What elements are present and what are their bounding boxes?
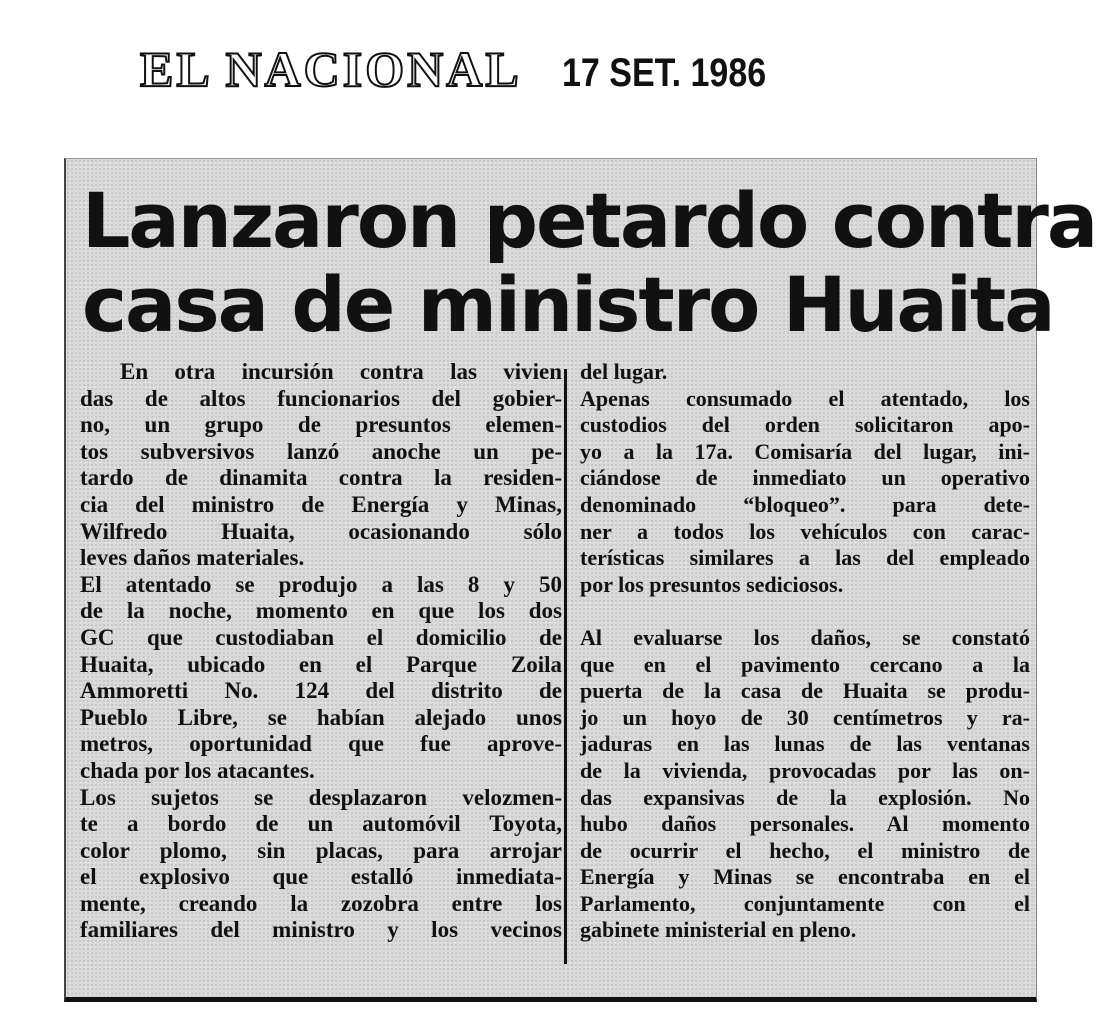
text-line: terísticas similares a las del empleado xyxy=(580,545,1030,571)
text-line: Pueblo Libre, se habían alejado unos xyxy=(80,704,562,730)
text-line: gabinete ministerial en pleno. xyxy=(580,917,857,943)
text-line: En otra incursión contra las vivien xyxy=(120,359,562,384)
headline-line: casa de ministro Huaita xyxy=(82,260,1054,349)
text-line: metros, oportunidad que fue aprove- xyxy=(80,731,562,757)
text-line: Al evaluarse los daños, se constató xyxy=(580,624,1030,650)
text-line: del lugar. xyxy=(580,359,668,384)
text-line: jaduras en las lunas de las ventanas xyxy=(580,731,1030,757)
newspaper-name: EL NACIONAL xyxy=(140,41,522,97)
text-line: cia del ministro de Energía y Minas, xyxy=(80,491,562,517)
headline-line: Lanzaron petardo contra xyxy=(82,176,1097,265)
text-line: hubo daños personales. Al momento xyxy=(580,811,1030,837)
text-line: de la vivienda, provocadas por las on- xyxy=(580,757,1030,783)
text-line: Huaita, ubicado en el Parque Zoila xyxy=(80,651,562,677)
text-line: el explosivo que estalló inmediata- xyxy=(80,864,562,890)
text-line: mente, creando la zozobra entre los xyxy=(80,890,562,916)
text-line: de ocurrir el hecho, el ministro de xyxy=(580,837,1030,863)
text-line: te a bordo de un automóvil Toyota, xyxy=(80,811,562,837)
text-line: yo a la 17a. Comisaría del lugar, ini- xyxy=(580,438,1030,464)
text-line: por los presuntos sediciosos. xyxy=(580,571,844,597)
text-line xyxy=(580,598,1030,625)
text-line: Ammoretti No. 124 del distrito de xyxy=(80,678,562,704)
text-line: GC que custodiaban el domicilio de xyxy=(80,624,562,650)
text-line: Wilfredo Huaita, ocasionando sólo xyxy=(80,518,562,544)
text-line: Energía y Minas se encontraba en el xyxy=(580,864,1030,890)
text-line: ner a todos los vehículos con carac- xyxy=(580,518,1030,544)
text-line: leves daños materiales. xyxy=(80,545,305,571)
text-line: de la noche, momento en que los dos xyxy=(80,598,562,624)
text-line: jo un hoyo de 30 centímetros y ra- xyxy=(580,704,1030,730)
text-line: das expansivas de la explosión. No xyxy=(580,784,1030,810)
text-line: das de altos funcionarios del gobier- xyxy=(80,385,562,411)
headline xyxy=(82,176,1097,349)
text-line: Parlamento, conjuntamente con el xyxy=(580,890,1030,916)
date-stamp: 17 SET. 1986 xyxy=(561,51,766,95)
text-line: tardo de dinamita contra la residen- xyxy=(80,465,562,491)
text-line: familiares del ministro y los vecinos xyxy=(80,917,562,943)
text-line: denominado “bloqueo”. para dete- xyxy=(580,491,1030,517)
text-line: color plomo, sin placas, para arrojar xyxy=(80,837,562,863)
right-column xyxy=(580,359,1030,944)
left-column xyxy=(80,359,562,944)
newspaper-clipping xyxy=(64,158,1097,1002)
text-line: tos subversivos lanzó anoche un pe- xyxy=(80,438,562,464)
text-line: ciándose de inmediato un operativo xyxy=(580,465,1030,491)
text-line: puerta de la casa de Huaita se produ- xyxy=(580,678,1030,704)
text-line: que en el pavimento cercano a la xyxy=(580,651,1030,677)
text-line: no, un grupo de presuntos elemen- xyxy=(80,412,562,438)
column-divider xyxy=(564,369,567,964)
text-line: Los sujetos se desplazaron velozmen- xyxy=(80,784,562,810)
text-line: El atentado se produjo a las 8 y 50 xyxy=(80,571,562,597)
text-line: chada por los atacantes. xyxy=(80,757,315,783)
text-line: Apenas consumado el atentado, los xyxy=(580,385,1030,411)
text-line: custodios del orden solicitaron apo- xyxy=(580,412,1030,438)
masthead xyxy=(140,40,802,98)
